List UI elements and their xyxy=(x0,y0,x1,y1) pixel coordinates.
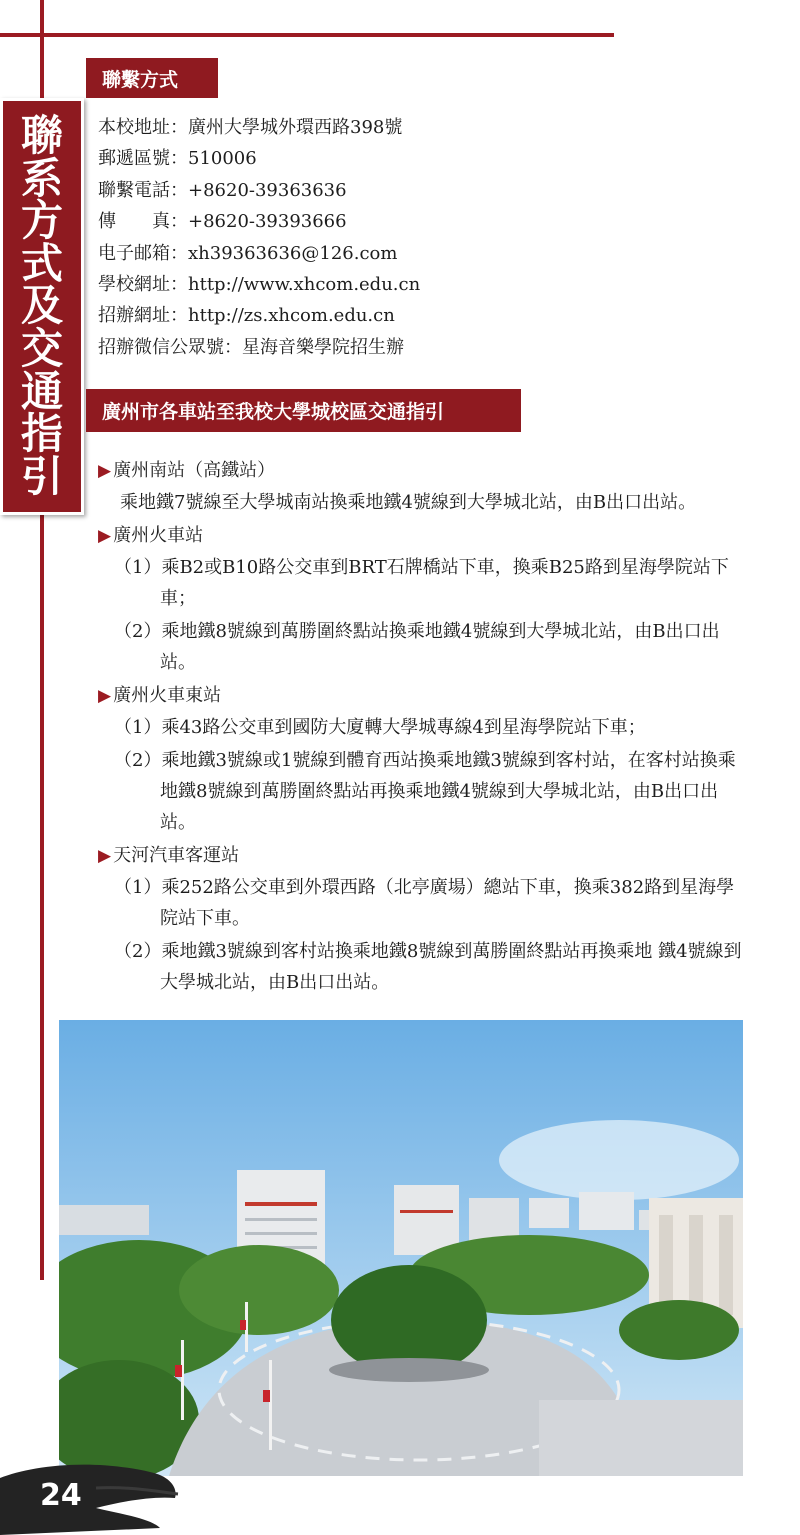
side-title-char: 指 xyxy=(20,409,63,459)
contact-admissions-website: 招辦網址：http://zs.xhcom.edu.cn xyxy=(98,305,395,327)
transport-heading: 廣州市各車站至我校大學城校區交通指引 xyxy=(86,389,521,432)
campus-photo xyxy=(59,1020,743,1476)
contact-list xyxy=(98,112,420,363)
station-guangzhou-east xyxy=(98,680,748,838)
contact-wechat: 招辦微信公眾號：星海音樂學院招生辦 xyxy=(98,336,404,358)
ink-brush-stroke xyxy=(0,1458,180,1535)
station-title xyxy=(98,680,748,712)
top-rule xyxy=(0,33,614,37)
page-number: 24 xyxy=(40,1478,82,1513)
contact-fax: 傳 真：+8620-39393666 xyxy=(98,211,347,233)
side-title-char: 方 xyxy=(20,196,63,246)
side-title-char: 交 xyxy=(20,324,63,373)
contact-email: 电子邮箱：xh39363636@126.com xyxy=(98,242,398,264)
side-title-char: 系 xyxy=(20,153,63,203)
contact-address: 本校地址：廣州大學城外環西路398號 xyxy=(98,117,403,138)
route-option: （1）乘252路公交車到外環西路（北亭廣場）總站下車，換乘382路到星海學院站下車。 xyxy=(114,877,735,929)
route-option: （2）乘地鐵3號線到客村站換乘地鐵8號線到萬勝圍終點站再換乘地 鐵4號線到大學城北站，由B出口出站。 xyxy=(114,941,742,993)
side-title-char: 引 xyxy=(20,451,63,501)
station-guangzhou-south xyxy=(98,455,748,518)
campus-photo-illustration xyxy=(59,1020,743,1476)
station-directions: 乘地鐵7號線至大學城南站換乘地鐵4號線到大學城北站，由B出口出站。 xyxy=(120,492,697,513)
contact-website: 學校網址：http://www.xhcom.edu.cn xyxy=(98,273,421,295)
route-option: （1）乘43路公交車到國防大廈轉大學城專線4到星海學院站下車； xyxy=(114,717,646,738)
side-title-char: 式 xyxy=(20,238,63,288)
roundabout-base xyxy=(329,1358,489,1382)
route-option: （2）乘地鐵8號線到萬勝圍終點站換乘地鐵4號線到大學城北站，由B出口出站。 xyxy=(114,621,720,673)
triangle-marker-icon: ▶ xyxy=(98,846,112,866)
side-title-char: 聯 xyxy=(20,111,63,161)
station-name: 廣州火車站 xyxy=(113,525,204,546)
station-title xyxy=(98,520,748,552)
triangle-marker-icon: ▶ xyxy=(98,686,112,706)
station-name: 天河汽車客運站 xyxy=(113,845,240,866)
transport-guide xyxy=(98,455,748,1000)
side-title-box xyxy=(0,98,84,515)
station-tianhe-coach xyxy=(98,840,748,998)
station-title xyxy=(98,840,748,872)
contact-postcode: 郵遞區號：510006 xyxy=(98,148,257,170)
plaza-pavement xyxy=(539,1400,743,1476)
side-title-char: 及 xyxy=(20,281,63,331)
station-name: 廣州火車東站 xyxy=(113,685,222,706)
station-name: 廣州南站（高鐵站） xyxy=(113,460,276,481)
contact-phone: 聯繫電話：+8620-39363636 xyxy=(98,179,347,201)
triangle-marker-icon: ▶ xyxy=(98,526,112,546)
station-title xyxy=(98,455,748,487)
route-option: （2）乘地鐵3號線或1號線到體育西站換乘地鐵3號線到客村站，在客村站換乘地鐵8號線到萬勝圍終點站再換乘地鐵4號線到大學城北站，由B出口出站。 xyxy=(114,750,736,833)
route-option: （1）乘B2或B10路公交車到BRT石牌橋站下車，換乘B25路到星海學院站下車； xyxy=(114,557,729,609)
contact-heading: 聯繫方式 xyxy=(86,58,218,98)
triangle-marker-icon: ▶ xyxy=(98,461,112,481)
side-title-char: 通 xyxy=(20,366,63,416)
cloud xyxy=(499,1120,739,1200)
station-guangzhou-railway xyxy=(98,520,748,678)
